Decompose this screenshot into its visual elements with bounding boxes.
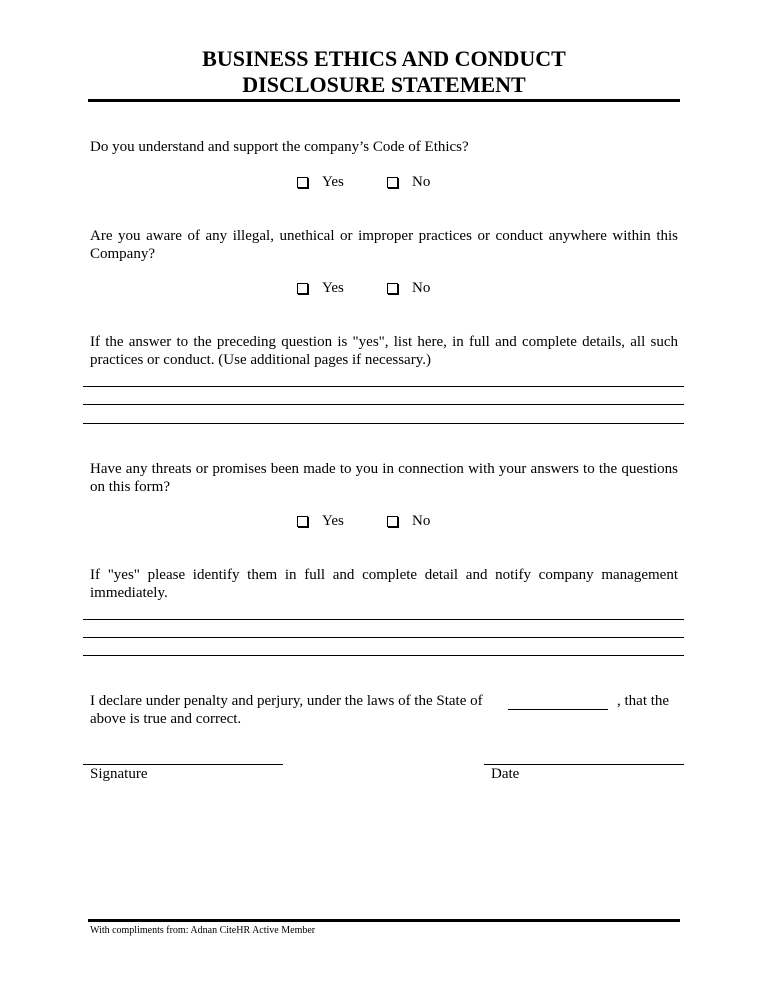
- question-code-of-ethics: Do you understand and support the company’s Code of Ethics?: [90, 139, 469, 155]
- form-title-line1: BUSINESS ETHICS AND CONDUCT: [202, 46, 566, 71]
- footer-credit: With compliments from: Adnan CiteHR Active Member: [90, 925, 316, 936]
- q1-yes-label: Yes: [322, 174, 344, 190]
- q4-yes-checkbox[interactable]: [297, 516, 308, 527]
- question-list-practices: If the answer to the preceding question is "yes", list here, in full and complete details, all such practices or conduct. (Use additional pages if necessary.): [90, 334, 678, 368]
- details-answer-line-2[interactable]: [83, 404, 684, 405]
- details-answer-line-3[interactable]: [83, 423, 684, 424]
- q2-yes-option[interactable]: [297, 279, 344, 297]
- footer-divider: [88, 919, 680, 922]
- date-label: Date: [491, 766, 520, 782]
- q2-no-label: No: [412, 280, 431, 296]
- details-answer-line-1[interactable]: [83, 386, 684, 387]
- q2-yes-checkbox[interactable]: [297, 283, 308, 294]
- title-divider: [88, 99, 680, 102]
- q2-no-checkbox[interactable]: [387, 283, 398, 294]
- q4-no-option[interactable]: [387, 512, 430, 530]
- q2-no-option[interactable]: [387, 279, 430, 297]
- q1-yes-option[interactable]: [297, 173, 344, 191]
- state-blank-field[interactable]: [508, 709, 608, 710]
- threats-answer-line-1[interactable]: [83, 619, 684, 620]
- question-threats-or-promises: Have any threats or promises been made to you in connection with your answers to the questions on this form?: [90, 461, 678, 495]
- threats-answer-line-3[interactable]: [83, 655, 684, 656]
- q1-no-checkbox[interactable]: [387, 177, 398, 188]
- declaration-text-line2: above is true and correct.: [90, 711, 242, 727]
- form-title-line2: DISCLOSURE STATEMENT: [242, 72, 526, 97]
- declaration-text-end: , that the: [617, 693, 670, 709]
- q1-yes-checkbox[interactable]: [297, 177, 308, 188]
- q2-yes-label: Yes: [322, 280, 344, 296]
- q1-no-label: No: [412, 174, 431, 190]
- declaration-text: I declare under penalty and perjury, under the laws of the State of: [90, 693, 483, 709]
- q1-no-option[interactable]: [387, 173, 430, 191]
- signature-label: Signature: [90, 766, 148, 782]
- threats-answer-line-2[interactable]: [83, 637, 684, 638]
- question-identify-threats: If "yes" please identify them in full and complete detail and notify company management immediately.: [90, 567, 678, 601]
- q4-yes-label: Yes: [322, 513, 344, 529]
- q4-yes-option[interactable]: [297, 512, 344, 530]
- q4-no-label: No: [412, 513, 431, 529]
- q4-no-checkbox[interactable]: [387, 516, 398, 527]
- question-aware-of-improper-practices: Are you aware of any illegal, unethical or improper practices or conduct anywhere within this Company?: [90, 228, 678, 262]
